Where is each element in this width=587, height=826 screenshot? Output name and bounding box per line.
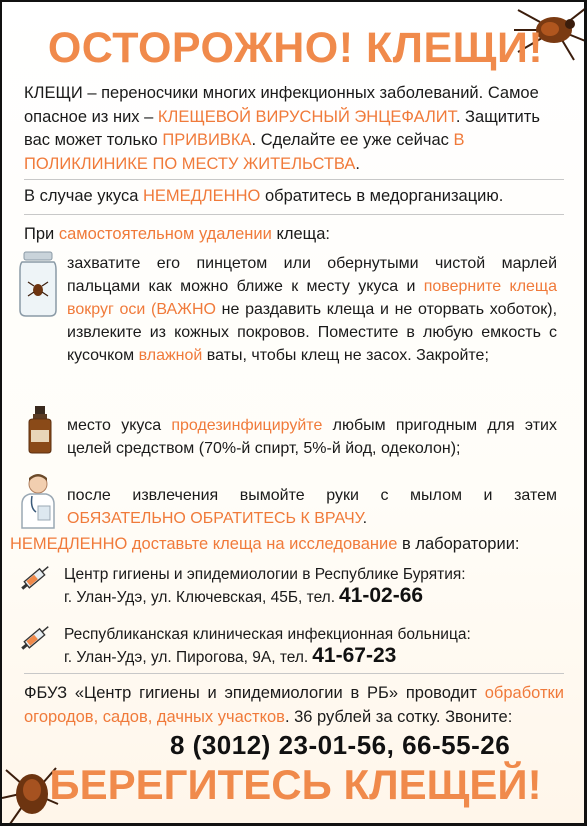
fbuz-highlight: обработки огородов, садов, дачных участков xyxy=(24,684,564,726)
lab2-name: Республиканская клиническая инфекционная больница: xyxy=(64,626,471,643)
step3-text-1: после извлечения вымойте руки с мылом и затем xyxy=(67,487,557,504)
lab-1 xyxy=(64,564,564,608)
step1-text-1: захватите его пинцетом или обернутыми чистой марлей пальцами как можно ближе к месту укуса и xyxy=(67,255,557,295)
intro-highlight-clinic: В ПОЛИКЛИНИКЕ ПО МЕСТУ ЖИТЕЛЬСТВА xyxy=(24,131,465,173)
intro-text-2: . Защитить вас может только xyxy=(24,107,540,149)
divider xyxy=(24,179,564,180)
step2-text-1: место укуса xyxy=(67,417,162,434)
contact-phone[interactable]: 8 (3012) 23-01-56, 66-55-26 xyxy=(170,730,511,760)
step1-text-2: не раздавить клеща и не оторвать хоботок), извлеките из кожных покровов. Поместите в любую емкость с кусочком xyxy=(67,301,558,364)
step1-highlight-wet: влажной xyxy=(138,347,203,364)
iodine-bottle-icon xyxy=(24,404,56,454)
fbuz-paragraph xyxy=(24,682,564,729)
step3-text-2: . xyxy=(362,510,368,527)
step2-text-2: любым пригодным для этих целей средством (70%-й спирт, 5%-й йод, одеколон); xyxy=(67,417,557,457)
step-disinfect xyxy=(67,414,557,460)
lab-intro-text: в лаборатории: xyxy=(401,535,520,553)
intro-text-1: КЛЕЩИ – переносчики многих инфекционных заболеваний. Самое опасное из них – xyxy=(24,84,539,126)
lab1-phone[interactable]: 41-02-66 xyxy=(339,584,424,607)
intro-text-4: . xyxy=(355,154,360,173)
lab-intro xyxy=(10,533,570,557)
bite-paragraph xyxy=(24,185,564,209)
fbuz-text-1: ФБУЗ «Центр гигиены и эпидемиологии в РБ» проводит xyxy=(24,684,477,702)
step1-text-3: ваты, чтобы клещ не засох. Закройте; xyxy=(206,347,489,364)
step1-highlight-rotate: поверните клеща вокруг оси (ВАЖНО xyxy=(67,278,557,318)
lab-2 xyxy=(64,624,564,668)
intro-text-3: . Сделайте ее уже сейчас xyxy=(251,131,449,149)
intro-highlight-vaccine: ПРИВИВКА xyxy=(162,131,252,149)
syringe-icon xyxy=(18,562,54,592)
step3-highlight: ОБЯЗАТЕЛЬНО ОБРАТИТЕСЬ К ВРАЧУ xyxy=(67,510,363,527)
step2-highlight: продезинфицируйте xyxy=(171,417,323,434)
removal-text-1: При xyxy=(24,225,55,243)
doctor-icon xyxy=(16,472,60,530)
bite-text-1: В случае укуса xyxy=(24,187,139,205)
intro-highlight-encephalitis: КЛЕЩЕВОЙ ВИРУСНЫЙ ЭНЦЕФАЛИТ xyxy=(157,107,456,126)
jar-with-tick-icon xyxy=(16,250,60,318)
syringe-icon xyxy=(18,622,54,652)
fbuz-text-2: . 36 рублей за сотку. Звоните: xyxy=(284,707,513,726)
step-wash-hands xyxy=(67,484,557,530)
divider xyxy=(24,673,564,674)
lab1-address: г. Улан-Удэ, ул. Ключевская, 45Б, тел. xyxy=(64,589,336,606)
removal-text-2: клеща: xyxy=(276,225,330,243)
lab1-name: Центр гигиены и эпидемиологии в Республике Бурятия: xyxy=(64,566,466,583)
removal-highlight: самостоятельном удалении xyxy=(58,225,272,243)
bite-text-2: обратитесь в медорганизацию. xyxy=(264,187,504,205)
bite-highlight: НЕМЕДЛЕННО xyxy=(143,187,261,205)
intro-paragraph xyxy=(24,82,564,176)
lab-intro-highlight: НЕМЕДЛЕННО доставьте клеща на исследование xyxy=(10,535,398,553)
lab2-phone[interactable]: 41-67-23 xyxy=(312,644,397,667)
lab2-address: г. Улан-Удэ, ул. Пирогова, 9А, тел. xyxy=(64,649,309,666)
poster-title: ОСТОРОЖНО! КЛЕЩИ! xyxy=(47,24,544,72)
divider xyxy=(24,214,564,215)
step-remove-tick xyxy=(67,252,557,367)
removal-heading xyxy=(24,223,564,247)
footer-slogan: БЕРЕГИТЕСЬ КЛЕЩЕЙ! xyxy=(49,761,542,808)
